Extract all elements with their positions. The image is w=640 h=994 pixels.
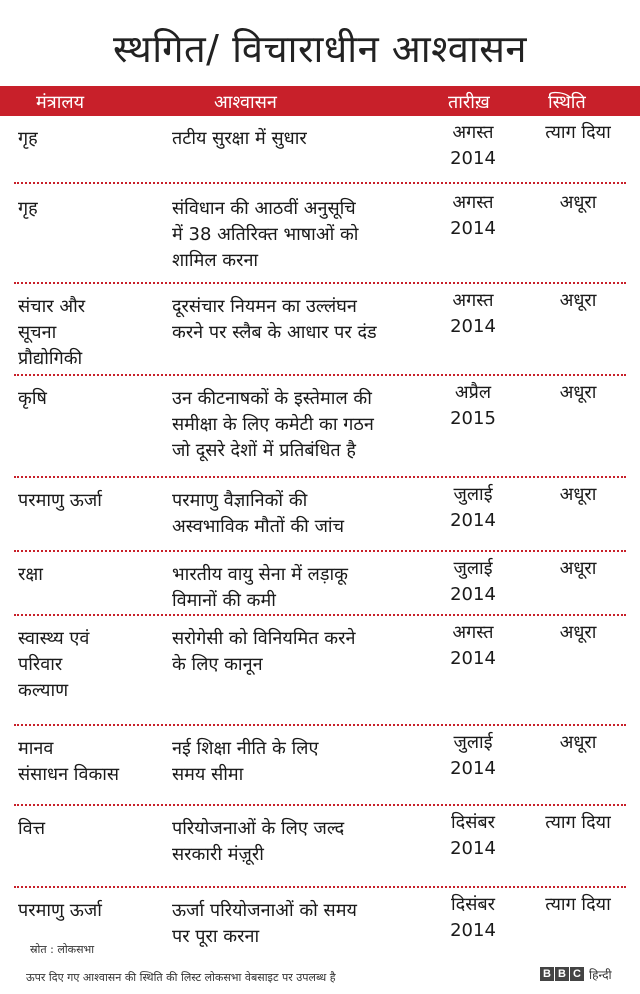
assurance-cell: नई शिक्षा नीति के लिए समय सीमा	[172, 738, 319, 785]
status-cell: अधूरा	[559, 622, 597, 643]
date-cell: अगस्त 2014	[450, 122, 496, 169]
date-cell: अगस्त 2014	[450, 290, 496, 337]
row-separator	[14, 804, 626, 806]
logo-suffix: हिन्दी	[589, 967, 612, 982]
date-cell: जुलाई 2014	[450, 484, 496, 531]
assurance-cell: तटीय सुरक्षा में सुधार	[172, 128, 307, 149]
row-separator	[14, 282, 626, 284]
row-separator	[14, 476, 626, 478]
row-separator	[14, 374, 626, 376]
assurance-cell: संविधान की आठवीं अनुसूचि में 38 अतिरिक्त भाषाओं को शामिल करना	[172, 198, 359, 271]
status-cell: अधूरा	[559, 382, 597, 403]
row-separator	[14, 614, 626, 616]
column-header-status: स्थिति	[548, 92, 586, 113]
ministry-cell: परमाणु ऊर्जा	[18, 900, 102, 921]
date-cell: अप्रैल 2015	[450, 382, 496, 429]
date-cell: दिसंबर 2014	[450, 812, 496, 859]
column-header-ministry: मंत्रालय	[36, 92, 85, 113]
source-note: स्रोत : लोकसभा	[30, 943, 95, 956]
assurance-cell: सरोगेसी को विनियमित करने के लिए कानून	[172, 628, 356, 675]
date-cell: दिसंबर 2014	[450, 894, 496, 941]
logo-letter: B	[555, 967, 569, 981]
ministry-cell: स्वास्थ्य एवं परिवार कल्याण	[18, 628, 90, 701]
row-separator	[14, 724, 626, 726]
ministry-cell: रक्षा	[18, 564, 43, 585]
status-cell: अधूरा	[559, 290, 597, 311]
status-cell: त्याग दिया	[545, 812, 611, 833]
ministry-cell: कृषि	[18, 388, 47, 409]
bbc-hindi-logo	[540, 966, 612, 982]
date-cell: जुलाई 2014	[450, 732, 496, 779]
assurance-cell: दूरसंचार नियमन का उल्लंघन करने पर स्लैब के आधार पर दंड	[172, 296, 377, 343]
assurance-cell: ऊर्जा परियोजनाओं को समय पर पूरा करना	[172, 900, 357, 947]
ministry-cell: मानव संसाधन विकास	[18, 738, 120, 785]
row-separator	[14, 550, 626, 552]
ministry-cell: परमाणु ऊर्जा	[18, 490, 102, 511]
assurance-cell: भारतीय वायु सेना में लड़ाकू विमानों की कमी	[172, 564, 348, 611]
row-separator	[14, 182, 626, 184]
ministry-cell: वित्त	[18, 818, 46, 839]
logo-letter: B	[540, 967, 554, 981]
status-cell: अधूरा	[559, 558, 597, 579]
ministry-cell: संचार और सूचना प्रौद्योगिकी	[18, 296, 86, 369]
status-cell: अधूरा	[559, 192, 597, 213]
date-cell: जुलाई 2014	[450, 558, 496, 605]
assurance-cell: उन कीटनाषकों के इस्तेमाल की समीक्षा के लिए कमेटी का गठन जो दूसरे देशों में प्रतिबंधित है	[172, 388, 374, 461]
date-cell: अगस्त 2014	[450, 622, 496, 669]
row-separator	[14, 886, 626, 888]
status-cell: अधूरा	[559, 732, 597, 753]
footer-note: ऊपर दिए गए आश्वासन की स्थिति की लिस्ट लोकसभा वेबसाइट पर उपलब्ध है	[26, 971, 336, 984]
column-header-assurance: आश्वासन	[214, 92, 277, 113]
assurance-cell: परियोजनाओं के लिए जल्द सरकारी मंज़ूरी	[172, 818, 345, 865]
status-cell: त्याग दिया	[545, 894, 611, 915]
status-cell: त्याग दिया	[545, 122, 611, 143]
date-cell: अगस्त 2014	[450, 192, 496, 239]
assurance-cell: परमाणु वैज्ञानिकों की अस्वभाविक मौतों की जांच	[172, 490, 345, 537]
page-title: स्थगित/ विचाराधीन आश्वासन	[112, 27, 528, 71]
ministry-cell: गृह	[18, 128, 38, 149]
ministry-cell: गृह	[18, 198, 38, 219]
table-header	[0, 86, 640, 116]
logo-letter: C	[570, 967, 584, 981]
status-cell: अधूरा	[559, 484, 597, 505]
column-header-date: तारीख़	[448, 92, 490, 113]
